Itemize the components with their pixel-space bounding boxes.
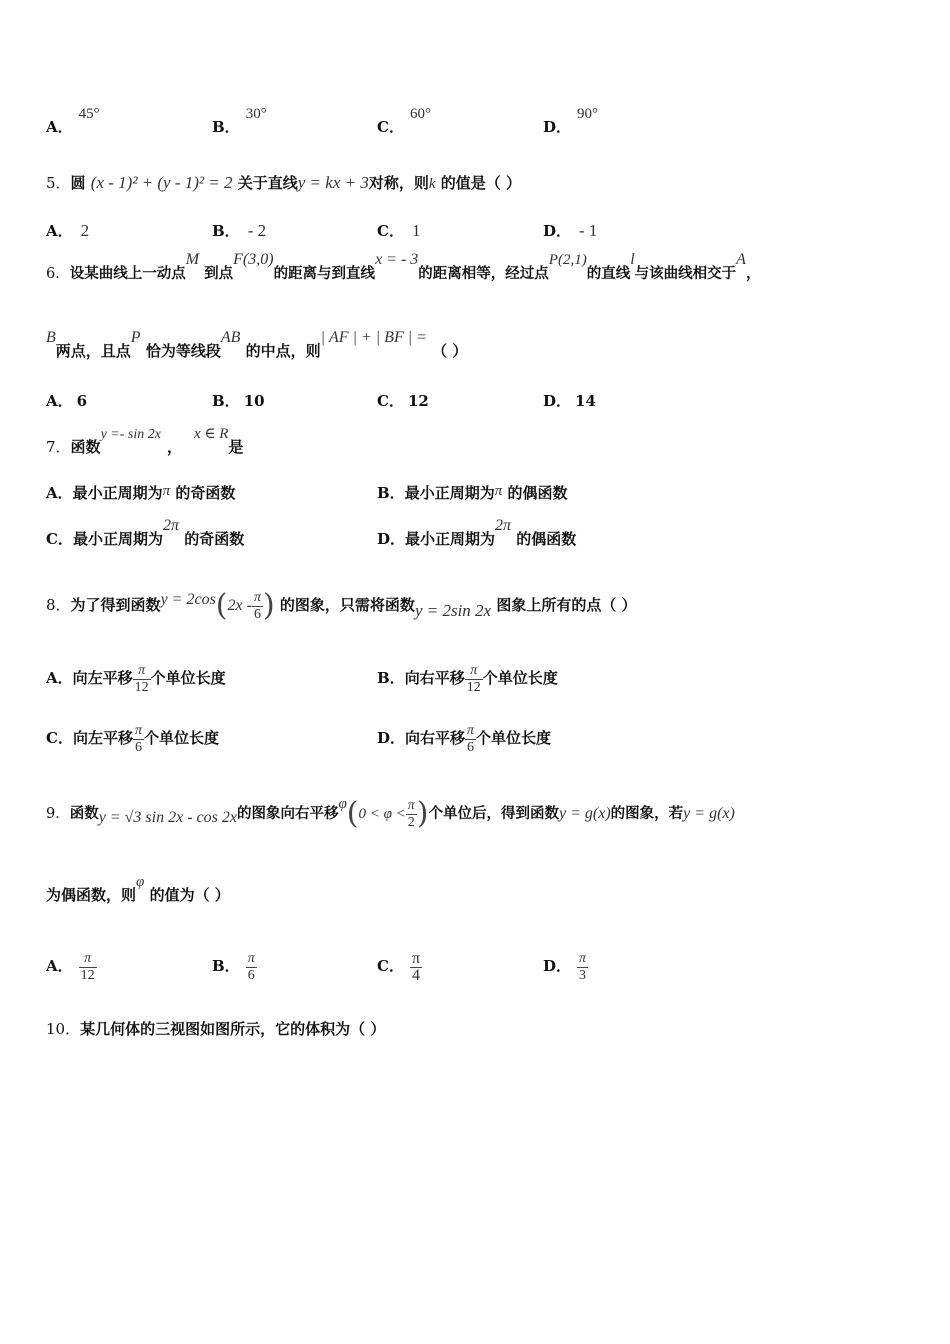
q9-option-c: C． $\frac{\pi}{4}$ (377, 949, 421, 984)
q5-option-a: A． 2 (46, 221, 90, 240)
q6-option-d: D． 14 (543, 392, 596, 410)
question-9-line-2: 为偶函数，则φ 的值为（ ） (46, 874, 230, 904)
question-9-line-1: 9．函数y = √3 sin 2x - cos 2x的图象向右平移φ(0 < φ < $\frac{\pi}{2}$ )个单位后，得到函数y = g(x)的图象，若y = g(x) (46, 796, 735, 831)
question-6-line-1: 6．设某曲线上一动点M 到点F(3,0)的距离与到直线x = - 3的距离相等，经过点P(2,1)的直线l与该曲线相交于A， (46, 251, 761, 282)
q6-option-c: C． 12 (377, 392, 429, 410)
q8-option-d: D．向右平移 $\frac{\pi}{6}$ 个单位长度 (377, 722, 552, 755)
q5-option-c: C． 1 (377, 221, 421, 240)
q5-option-d: D． - 1 (543, 221, 598, 240)
q4-option-b: B．30° (212, 106, 267, 136)
q9-option-b: B． $\frac{\pi}{6}$ (212, 950, 255, 983)
question-5: 5．圆 (x - 1)² + (y - 1)² = 2 关于直线y = kx + 3对称，则k 的值是（ ） (46, 173, 521, 192)
q8-option-c: C．向左平移 $\frac{\pi}{6}$ 个单位长度 (46, 722, 219, 755)
question-7: 7．函数y =- sin 2x，x ∈ R是 (46, 426, 244, 456)
q7-option-c: C．最小正周期为2π 的奇函数 (46, 517, 245, 548)
q8-fraction: $\frac{\pi}{6}$ (253, 589, 261, 622)
q7-option-b: B．最小正周期为π 的偶函数 (377, 483, 568, 502)
q5-option-b: B． - 2 (212, 221, 267, 240)
q4-option-d: D．90° (543, 106, 599, 136)
question-10: 10．某几何体的三视图如图所示，它的体积为（ ） (46, 1020, 386, 1038)
q8-option-b: B．向右平移 $\frac{\pi}{12}$ 个单位长度 (377, 662, 558, 695)
q9-option-a: A． $\frac{\pi}{12}$ (46, 950, 95, 983)
q8-option-a: A．向左平移 $\frac{\pi}{12}$ 个单位长度 (46, 662, 226, 695)
q9-option-d: D． $\frac{\pi}{3}$ (543, 950, 587, 983)
q7-option-d: D．最小正周期为2π 的偶函数 (377, 517, 577, 548)
q9-fraction: $\frac{\pi}{2}$ (407, 797, 415, 830)
q7-option-a: A．最小正周期为π 的奇函数 (46, 483, 236, 502)
q4-option-a: A．45° (46, 106, 100, 136)
question-8: 8．为了得到函数y = 2cos(2x - $\frac{\pi}{6}$ ) 的图象，只需将函数y = 2sin 2x 图象上所有的点（ ） (46, 588, 637, 623)
q6-option-a: A． 6 (46, 392, 88, 410)
q4-option-c: C．60° (377, 106, 431, 136)
question-6-line-2: B两点，且点P 恰为等线段AB 的中点，则| AF | + | BF | = （ ） (46, 329, 468, 360)
q6-option-b: B． 10 (212, 392, 265, 410)
